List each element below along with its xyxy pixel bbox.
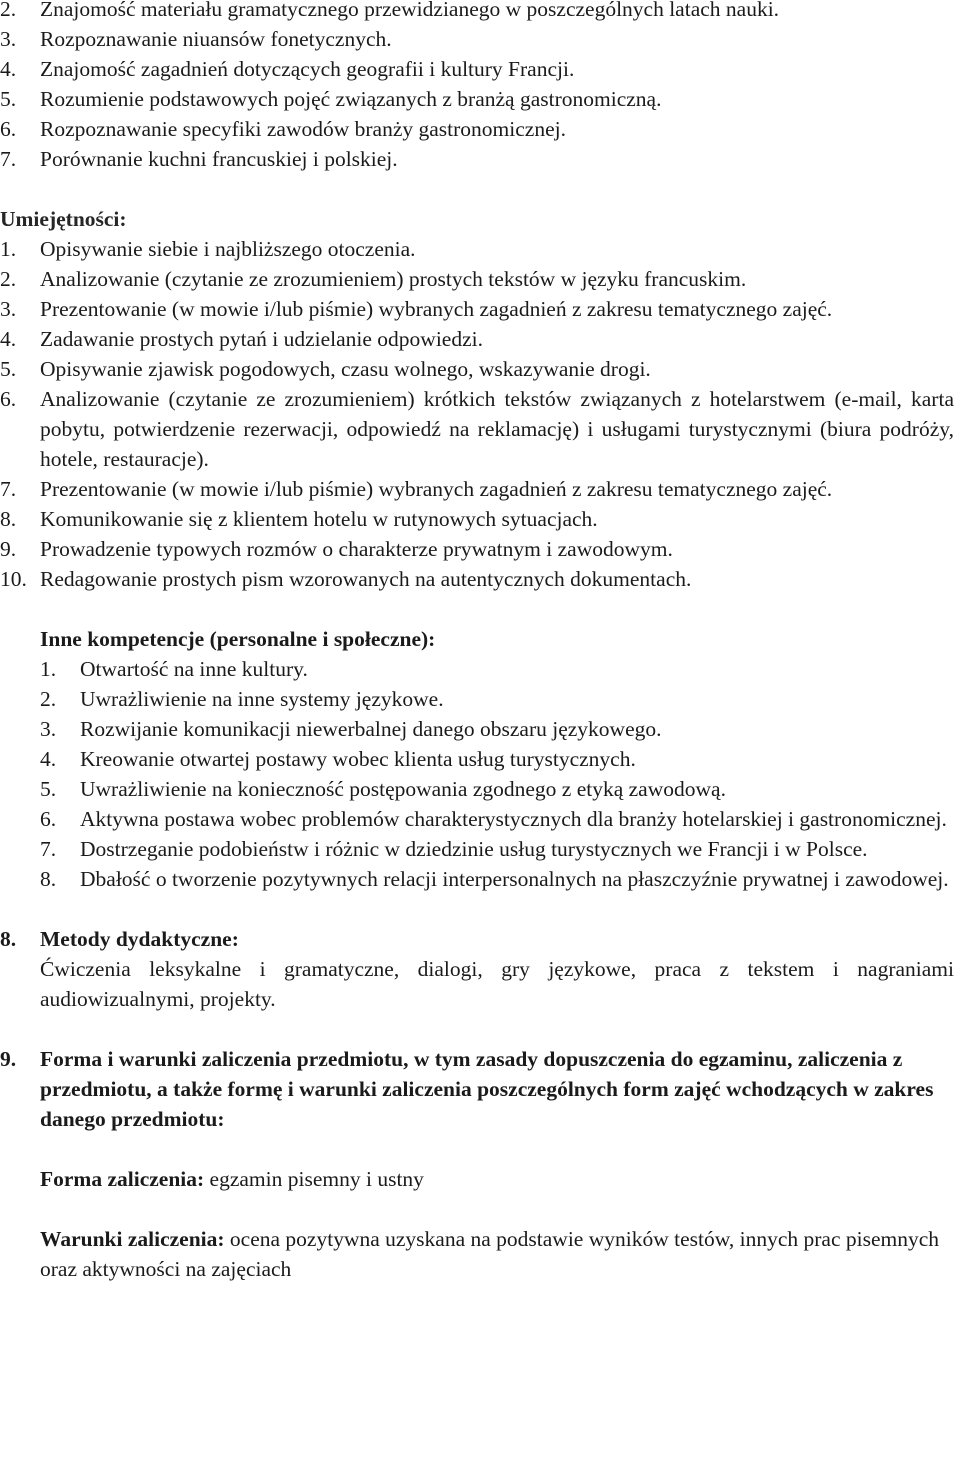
list-item: 7. Dostrzeganie podobieństw i różnic w dziedzinie usług turystycznych we Francji i w Polsce. <box>40 837 868 861</box>
list-item: 2. Uwrażliwienie na inne systemy językowe. <box>40 687 444 711</box>
competences-heading: Inne kompetencje (personalne i społeczne): <box>40 627 436 651</box>
skills-heading: Umiejętności: <box>0 207 127 231</box>
list-item: 4. Znajomość zagadnień dotyczących geografii i kultury Francji. <box>0 57 575 81</box>
spacer <box>40 1134 954 1164</box>
list-item: 7. Prezentowanie (w mowie i/lub piśmie) wybranych zagadnień z zakresu tematycznego zajęć. <box>0 477 833 501</box>
section-9: 9. Forma i warunki zaliczenia przedmiotu, w tym zasady dopuszczenia do egzaminu, zaliczenia z przedmiotu, a także formę i warunki zaliczenia poszczególnych form zajęć wchodzących w zakres danego przedmiotu: Forma zaliczenia: egzamin pisemny i ustny Warunki zaliczenia: ocena pozytywna uzyskana na podstawie wyników testów, innych prac pisemnych oraz aktywności na zajęciach <box>0 1044 960 1284</box>
list-item: 5. Uwrażliwienie na konieczność postępowania zgodnego z etyką zawodową. <box>40 777 726 801</box>
list-item: 5. Opisywanie zjawisk pogodowych, czasu wolnego, wskazywanie drogi. <box>0 357 651 381</box>
spacer <box>0 1014 960 1044</box>
form-label: Forma zaliczenia: <box>40 1167 205 1191</box>
list-item: 3. Rozpoznawanie niuansów fonetycznych. <box>0 27 392 51</box>
list-item: 3. Rozwijanie komunikacji niewerbalnej danego obszaru językowego. <box>40 717 662 741</box>
list-item: 3. Prezentowanie (w mowie i/lub piśmie) wybranych zagadnień z zakresu tematycznego zajęć. <box>0 297 833 321</box>
list-item: 4. Zadawanie prostych pytań i udzielanie odpowiedzi. <box>0 327 483 351</box>
list-item: 2. Znajomość materiału gramatycznego przewidzianego w poszczególnych latach nauki. <box>0 0 780 21</box>
section-8: 8. Metody dydaktyczne: Ćwiczenia leksykalne i gramatyczne, dialogi, gry językowe, praca z tekstem i nagraniami audiowizualnymi, projekty. <box>0 924 960 1014</box>
conditions-label: Warunki zaliczenia: <box>40 1227 225 1251</box>
form-value: egzamin pisemny i ustny <box>204 1167 424 1191</box>
skills-list <box>0 234 960 594</box>
list-item: 9. Prowadzenie typowych rozmów o charakterze prywatnym i zawodowym. <box>0 537 673 561</box>
list-item: 7. Porównanie kuchni francuskiej i polskiej. <box>0 147 398 171</box>
section-8-body: Ćwiczenia leksykalne i gramatyczne, dialogi, gry językowe, praca z tekstem i nagraniami audiowizualnymi, projekty. <box>40 957 954 1011</box>
list-item: 6. Aktywna postawa wobec problemów charakterystycznych dla branży hotelarskiej i gastronomicznej. <box>40 807 947 831</box>
conditions-of-assessment <box>40 1224 954 1284</box>
spacer <box>0 174 960 204</box>
list-item: 8. Dbałość o tworzenie pozytywnych relacji interpersonalnych na płaszczyźnie prywatnej i zawodowej. <box>40 867 949 891</box>
conditions-value: ocena pozytywna uzyskana na podstawie wyników testów, innych prac pisemnych oraz aktywności na zajęciach <box>40 1227 940 1281</box>
list-item: 6. Rozpoznawanie specyfiki zawodów branży gastronomicznej. <box>0 117 566 141</box>
spacer <box>0 594 960 624</box>
competences-list <box>0 654 960 894</box>
knowledge-list-continued <box>0 0 960 174</box>
spacer <box>0 894 960 924</box>
spacer <box>40 1194 954 1224</box>
list-item: 4. Kreowanie otwartej postawy wobec klienta usług turystycznych. <box>40 747 636 771</box>
list-item: 1. Opisywanie siebie i najbliższego otoczenia. <box>0 237 416 261</box>
list-item: 1. Otwartość na inne kultury. <box>40 657 308 681</box>
list-item: 6. Analizowanie (czytanie ze zrozumieniem) krótkich tekstów związanych z hotelarstwem (e-mail, karta pobytu, potwierdzenie rezerwacji, odpowiedź na reklamację) i usługami turystycznymi (biura podróży, hotele, restauracje). <box>0 387 954 471</box>
list-item: 5. Rozumienie podstawowych pojęć związanych z branżą gastronomiczną. <box>0 87 662 111</box>
list-item: 10. Redagowanie prostych pism wzorowanych na autentycznych dokumentach. <box>0 567 692 591</box>
form-of-assessment <box>40 1164 954 1194</box>
section-9-title: Forma i warunki zaliczenia przedmiotu, w tym zasady dopuszczenia do egzaminu, zaliczenia z przedmiotu, a także formę i warunki zaliczenia poszczególnych form zajęć wchodzących w zakres danego przedmiotu: <box>40 1047 934 1131</box>
list-item: 8. Komunikowanie się z klientem hotelu w rutynowych sytuacjach. <box>0 507 598 531</box>
list-item: 2. Analizowanie (czytanie ze zrozumieniem) prostych tekstów w języku francuskim. <box>0 267 747 291</box>
section-8-title: Metody dydaktyczne: <box>40 927 239 951</box>
